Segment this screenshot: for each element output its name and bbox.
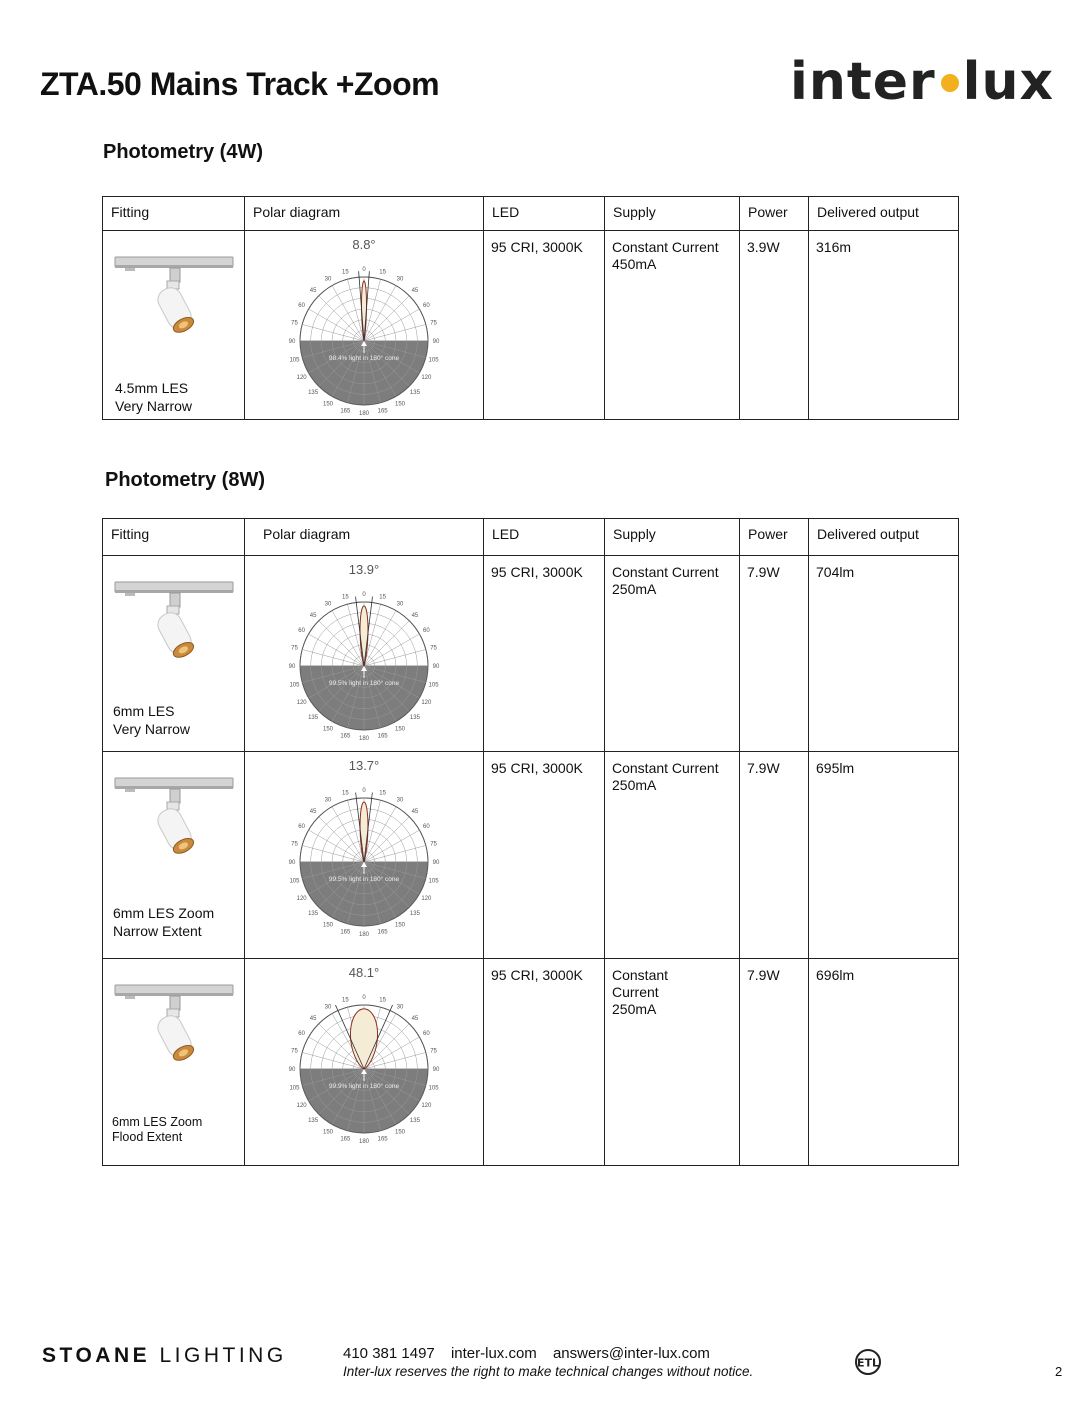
led-value: 95 CRI, 3000K [484,231,605,420]
fitting-label: 4.5mm LES [115,380,189,396]
photometry-table-4w [102,196,959,420]
col-supply: Supply [605,197,740,231]
angle-label: 60 [298,824,305,830]
angle-label: 135 [308,714,319,721]
angle-label: 75 [430,645,437,652]
angle-label: 165 [340,929,351,936]
angle-label: 75 [430,841,437,848]
section-title-8w: Photometry (8W) [105,469,265,491]
angle-label: 45 [411,613,419,620]
fitting-type: Narrow Extent [113,923,202,939]
angle-label: 135 [409,714,420,721]
fitting-label: 6mm LES [113,703,175,719]
angle-label: 60 [423,1031,430,1037]
angle-label: 165 [377,408,388,415]
fitting-image [113,253,235,345]
polar-diagram [284,560,444,746]
angle-label: 135 [409,910,420,917]
col-led: LED [484,519,605,556]
polar-diagram [284,756,444,946]
angle-label: 90 [288,664,296,670]
angle-label: 75 [291,320,298,327]
angle-label: 0 [362,267,366,273]
interlux-logo: inter lux [790,52,1055,112]
cone-percentage: 99.5% light in 180° cone [328,876,400,883]
col-led: LED [484,197,605,231]
fitting-cell [103,231,245,420]
output-value: 695lm [809,752,959,959]
angle-label: 135 [409,1117,420,1124]
angle-label: 180 [358,736,370,742]
website-link[interactable]: inter-lux.com [450,1345,537,1362]
polar-diagram [284,235,444,417]
led-value: 95 CRI, 3000K [484,752,605,959]
power-value: 7.9W [740,556,809,752]
supply-value: Constant Current 250mA [605,752,740,959]
email-link[interactable]: answers@inter-lux.com [552,1345,710,1362]
phone-number: 410 381 1497 [343,1345,435,1362]
section-title-4w: Photometry (4W) [103,141,263,163]
fitting-image [113,578,235,670]
angle-label: 165 [377,733,388,740]
angle-label: 90 [288,339,296,345]
cone-percentage: 99.9% light in 180° cone [328,1083,400,1090]
angle-label: 180 [358,932,370,938]
angle-label: 165 [377,929,388,936]
fitting-image [113,981,235,1073]
angle-label: 60 [423,824,430,830]
table-row [103,231,959,420]
angle-label: 15 [342,997,349,1004]
angle-label: 30 [324,797,332,804]
angle-label: 105 [428,878,439,885]
angle-label: 135 [409,389,420,396]
angle-label: 45 [309,288,317,295]
angle-label: 15 [379,269,386,276]
angle-label: 75 [291,645,298,652]
angle-label: 75 [430,320,437,327]
polar-cell [245,231,484,420]
angle-label: 90 [432,664,440,670]
angle-label: 165 [340,1136,351,1143]
angle-label: 30 [396,797,404,804]
cone-percentage: 98.4% light in 180° cone [328,355,400,362]
fitting-image [113,774,235,866]
col-polar: Polar diagram [245,197,484,231]
fitting-label: 6mm LES Zoom [113,905,215,921]
angle-label: 150 [394,401,406,408]
angle-label: 15 [379,997,386,1004]
angle-label: 165 [340,733,351,740]
angle-label: 120 [296,375,307,381]
angle-label: 0 [362,788,366,794]
angle-label: 60 [298,1031,305,1037]
angle-label: 15 [342,790,349,797]
col-output: Delivered output [809,197,959,231]
angle-label: 45 [411,288,419,295]
angle-label: 60 [423,303,430,309]
angle-label: 30 [396,276,404,283]
angle-label: 120 [296,700,307,706]
angle-label: 75 [291,1048,298,1055]
angle-label: 105 [289,682,300,689]
etl-certification-icon [848,1348,888,1378]
angle-label: 180 [358,1139,370,1145]
output-value: 316m [809,231,959,420]
angle-label: 105 [289,1085,300,1092]
footer-notice: Inter-lux reserves the right to make technical changes without notice. [343,1364,754,1379]
angle-label: 120 [296,896,307,902]
angle-label: 45 [309,809,317,816]
angle-label: 45 [309,1016,317,1023]
angle-label: 150 [394,1129,406,1136]
output-value: 704lm [809,556,959,752]
fitting-label: 6mm LES Zoom [112,1115,203,1129]
angle-label: 120 [421,700,432,706]
svg-text:ETL: ETL [856,1356,880,1370]
angle-label: 135 [308,910,319,917]
angle-label: 105 [428,357,439,364]
angle-label: 105 [428,1085,439,1092]
led-value: 95 CRI, 3000K [484,959,605,1166]
angle-label: 60 [298,303,305,309]
angle-label: 15 [379,594,386,601]
fitting-type: Very Narrow [113,721,191,737]
angle-label: 30 [396,1004,404,1011]
angle-label: 165 [377,1136,388,1143]
angle-label: 120 [421,896,432,902]
angle-label: 150 [322,726,334,733]
angle-label: 180 [358,411,370,417]
angle-label: 120 [296,1103,307,1109]
stoane-lighting-logo: STOANE LIGHTING [42,1344,287,1367]
table-row [103,959,959,1166]
beam-angle-label: 8.8° [352,237,376,252]
col-power: Power [740,197,809,231]
power-value: 7.9W [740,752,809,959]
angle-label: 0 [362,995,366,1001]
supply-value: Constant Current 250mA [605,556,740,752]
col-power: Power [740,519,809,556]
beam-angle-label: 48.1° [348,965,380,980]
angle-label: 150 [394,922,406,929]
angle-label: 15 [379,790,386,797]
fitting-type: Flood Extent [112,1130,183,1144]
fitting-cell [103,752,245,959]
angle-label: 75 [291,841,298,848]
angle-label: 60 [423,628,430,634]
angle-label: 30 [324,1004,332,1011]
col-fitting: Fitting [103,197,245,231]
angle-label: 150 [322,1129,334,1136]
fitting-type: Very Narrow [115,398,193,414]
angle-label: 150 [322,922,334,929]
col-supply: Supply [605,519,740,556]
cone-percentage: 99.5% light in 180° cone [328,680,400,687]
angle-label: 105 [289,878,300,885]
angle-label: 45 [411,809,419,816]
col-fitting: Fitting [103,519,245,556]
beam-angle-label: 13.7° [348,758,380,773]
angle-label: 165 [340,408,351,415]
polar-cell [245,959,484,1166]
beam-angle-label: 13.9° [348,562,380,577]
angle-label: 120 [421,375,432,381]
supply-value: Constant Current 450mA [605,231,740,420]
power-value: 3.9W [740,231,809,420]
angle-label: 90 [432,339,440,345]
table-header-row [103,519,959,556]
angle-label: 45 [309,613,317,620]
angle-label: 105 [289,357,300,364]
angle-label: 150 [394,726,406,733]
page-number: 2 [1055,1364,1063,1379]
angle-label: 90 [432,1067,440,1073]
output-value: 696lm [809,959,959,1166]
col-output: Delivered output [809,519,959,556]
angle-label: 120 [421,1103,432,1109]
angle-label: 0 [362,592,366,598]
logo-dot [941,74,959,92]
table-row [103,752,959,959]
angle-label: 75 [430,1048,437,1055]
led-value: 95 CRI, 3000K [484,556,605,752]
table-header-row [103,197,959,231]
photometry-table-8w [102,518,959,1166]
fitting-cell [103,556,245,752]
supply-value: Constant Current 250mA [605,959,740,1166]
polar-cell [245,752,484,959]
polar-cell [245,556,484,752]
table-row [103,556,959,752]
angle-label: 30 [324,601,332,608]
angle-label: 90 [432,860,440,866]
angle-label: 15 [342,594,349,601]
footer-contact [343,1345,722,1362]
power-value: 7.9W [740,959,809,1166]
angle-label: 90 [288,860,296,866]
angle-label: 15 [342,269,349,276]
angle-label: 30 [324,276,332,283]
fitting-cell [103,959,245,1166]
angle-label: 135 [308,1117,319,1124]
polar-diagram [284,963,444,1153]
col-polar: Polar diagram [245,519,484,556]
angle-label: 60 [298,628,305,634]
angle-label: 150 [322,401,334,408]
angle-label: 45 [411,1016,419,1023]
angle-label: 105 [428,682,439,689]
page-title: ZTA.50 Mains Track +Zoom [40,66,440,102]
angle-label: 135 [308,389,319,396]
angle-label: 90 [288,1067,296,1073]
angle-label: 30 [396,601,404,608]
